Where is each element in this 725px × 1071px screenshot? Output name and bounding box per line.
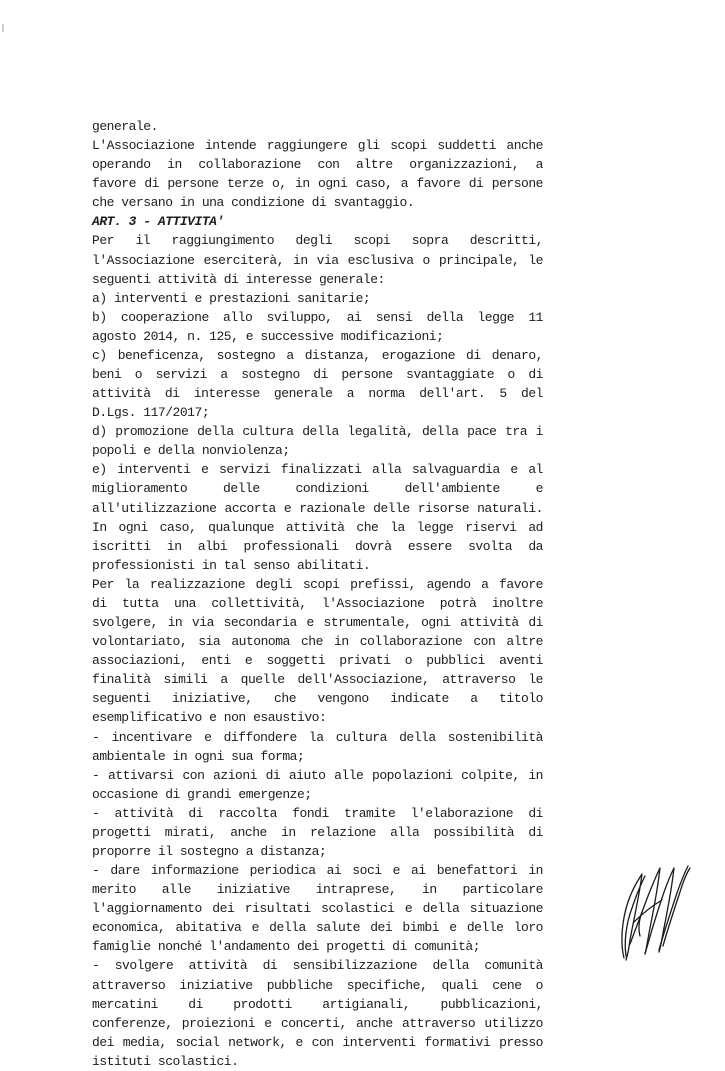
text-line: finalità simili a quelle dell'Associazione, attraverso le: [92, 672, 543, 688]
text-line: - svolgere attività di sensibilizzazione della comunità: [92, 958, 543, 974]
text-line: d) promozione della cultura della legalità, della pace tra i: [92, 424, 543, 440]
text-line: - dare informazione periodica ai soci e ai benefattori in: [92, 863, 543, 879]
text-line: di tutta una collettività, l'Associazione potrà inoltre: [92, 595, 543, 611]
text-line: mercatini di prodotti artigianali, pubblicazioni,: [92, 996, 543, 1012]
text-line: l'aggiornamento dei risultati scolastici e della situazione: [92, 901, 543, 917]
text-line: seguenti attività di interesse generale:: [92, 271, 385, 287]
text-line: b) cooperazione allo sviluppo, ai sensi della legge 11: [92, 309, 543, 325]
text-line: attraverso iniziative pubbliche specifiche, quali cene o: [92, 977, 543, 993]
text-line: conferenze, proiezioni e concerti, anche attraverso utilizzo: [92, 1015, 543, 1031]
text-line: proporre il sostegno a distanza;: [92, 843, 327, 859]
text-line: esemplificativo e non esaustivo:: [92, 710, 327, 726]
text-line: svolgere, in via secondaria e strumentale, ogni attività di: [92, 615, 543, 631]
text-line: dei media, social network, e con interventi formativi presso: [92, 1034, 543, 1050]
text-line: a) interventi e prestazioni sanitarie;: [92, 290, 371, 306]
text-line: associazioni, enti e soggetti privati o pubblici aventi: [92, 653, 543, 669]
text-line: l'Associazione eserciterà, in via esclusiva o principale, le: [92, 252, 543, 268]
text-line: economica, abitativa e della salute dei bimbi e delle loro: [92, 920, 543, 936]
text-line: Per la realizzazione degli scopi prefissi, agendo a favore: [92, 576, 543, 592]
text-line: D.Lgs. 117/2017;: [92, 405, 210, 421]
text-line: c) beneficenza, sostegno a distanza, erogazione di denaro,: [92, 347, 543, 363]
text-line: e) interventi e servizi finalizzati alla salvaguardia e al: [92, 462, 543, 478]
handwritten-signature-icon: [612, 862, 698, 962]
document-body: [92, 117, 543, 1071]
text-line: volontariato, sia autonoma che in collaborazione con altre: [92, 634, 543, 650]
text-line: agosto 2014, n. 125, e successive modificazioni;: [92, 328, 444, 344]
text-line: operando in collaborazione con altre organizzazioni, a: [92, 157, 543, 173]
text-line: iscritti in albi professionali dovrà essere svolta da: [92, 538, 543, 554]
text-line: progetti mirati, anche in relazione alla possibilità di: [92, 824, 543, 840]
text-line: occasione di grandi emergenze;: [92, 786, 312, 802]
text-line: attività di interesse generale a norma dell'art. 5 del: [92, 386, 543, 402]
text-line: L'Associazione intende raggiungere gli scopi suddetti anche: [92, 138, 543, 154]
text-line: generale.: [92, 119, 158, 134]
text-line: - attivarsi con azioni di aiuto alle popolazioni colpite, in: [92, 767, 543, 783]
text-line: merito alle iniziative intraprese, in particolare: [92, 882, 543, 898]
text-line: seguenti iniziative, che vengono indicate a titolo: [92, 691, 543, 707]
text-line: - incentivare e diffondere la cultura della sostenibilità: [92, 729, 543, 745]
section-heading: ART. 3 - ATTIVITA': [92, 214, 224, 230]
scan-margin-mark: [2, 24, 4, 32]
text-line: ambientale in ogni sua forma;: [92, 748, 305, 764]
text-line: beni o servizi a sostegno di persone svantaggiate o di: [92, 367, 543, 383]
text-line: Per il raggiungimento degli scopi sopra descritti,: [92, 233, 543, 249]
text-line: - attività di raccolta fondi tramite l'elaborazione di: [92, 805, 543, 821]
text-line: In ogni caso, qualunque attività che la legge riservi ad: [92, 519, 543, 535]
text-line: famiglie nonché l'andamento dei progetti di comunità;: [92, 939, 481, 955]
text-line: popoli e della nonviolenza;: [92, 443, 290, 459]
text-line: professionisti in tal senso abilitati.: [92, 557, 371, 573]
text-line: istituti scolastici.: [92, 1053, 239, 1069]
text-line: favore di persone terze o, in ogni caso, a favore di persone: [92, 176, 543, 192]
text-line: miglioramento delle condizioni dell'ambiente e: [92, 481, 543, 497]
text-line: all'utilizzazione accorta e razionale delle risorse naturali.: [92, 500, 543, 516]
text-line: che versano in una condizione di svantaggio.: [92, 195, 415, 211]
